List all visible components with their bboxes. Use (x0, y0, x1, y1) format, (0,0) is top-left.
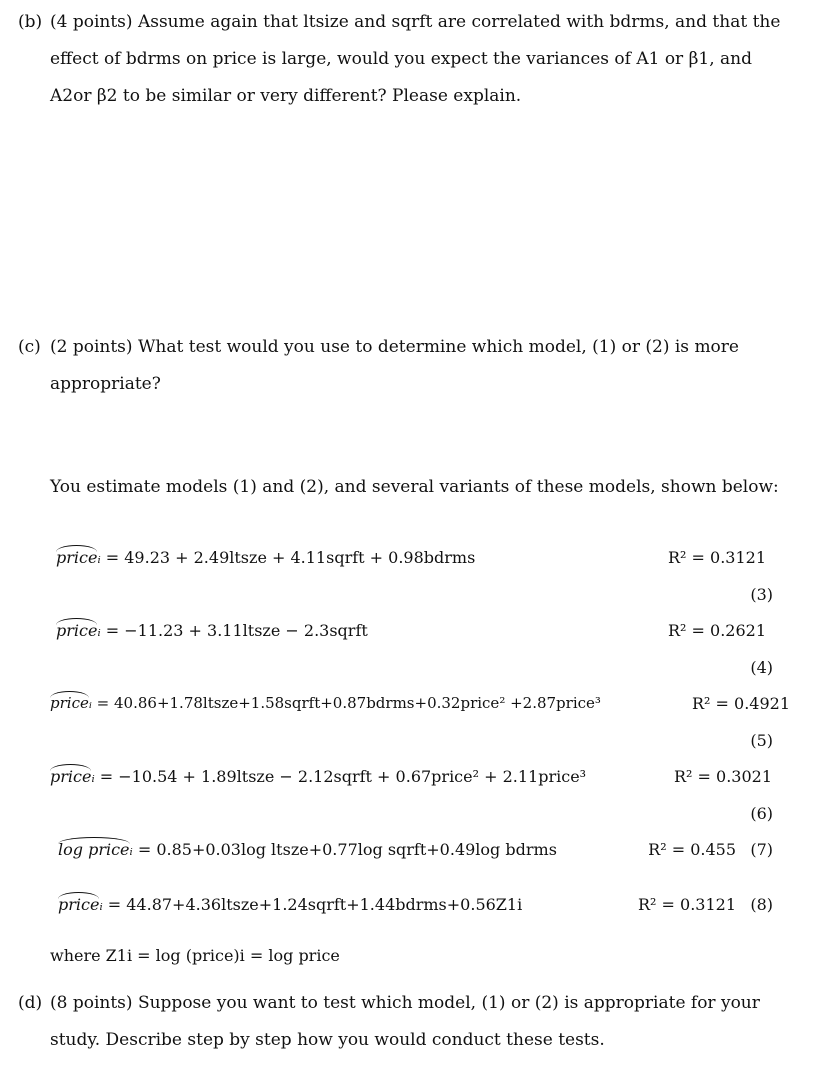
equation-7-rhs: = 0.85+0.03log ltsze+0.77log sqrft+0.49log bdrms (137, 840, 557, 859)
question-b (18, 4, 788, 115)
question-c (18, 329, 788, 403)
equation-8-r2: R² = 0.3121 (637, 895, 736, 914)
equation-8-rhs: = 44.87+4.36ltsze+1.24sqrft+1.44bdrms+0.56Z1i (107, 895, 523, 914)
equation-5: priceᵢ = 40.86+1.78ltsze+1.58sqrft+0.87bdrms+0.32price² +2.87price³ (50, 694, 601, 712)
question-c-body (50, 329, 788, 403)
equation-6-lhs: price (50, 767, 92, 786)
equation-8-lhs: price (58, 895, 100, 914)
question-b-label: (b) (18, 12, 43, 32)
equation-7-number: (7) (750, 840, 773, 859)
equation-3-number: (3) (750, 585, 773, 604)
equation-5-lhs: price (50, 694, 89, 712)
equation-6-r2: R² = 0.3021 (673, 767, 772, 786)
equation-3: priceᵢ = 49.23 + 2.49ltsze + 4.11sqrft + 0.98bdrms (56, 548, 476, 567)
equation-4-number: (4) (750, 658, 773, 677)
equation-3-rhs: = 49.23 + 2.49ltsze + 4.11sqrft + 0.98bdrms (105, 548, 476, 567)
question-b-body (50, 4, 788, 115)
equation-3-lhs: price (56, 548, 98, 567)
question-d-points: (8 points) (50, 993, 133, 1013)
equation-7-r2: R² = 0.455 (648, 840, 736, 859)
question-c-points: (2 points) (50, 337, 133, 357)
question-c-label: (c) (18, 337, 41, 357)
question-d-label: (d) (18, 993, 43, 1013)
question-d-text: Suppose you want to test which model, (1) or (2) is appropriate for your study. Describe step by step how you would conduct these tests. (50, 993, 760, 1050)
equation-6-rhs: = −10.54 + 1.89ltsze − 2.12sqrft + 0.67price² + 2.11price³ (99, 767, 587, 786)
equation-8-number: (8) (750, 895, 773, 914)
equation-3-r2: R² = 0.3121 (667, 548, 766, 567)
equation-6: priceᵢ = −10.54 + 1.89ltsze − 2.12sqrft + 0.67price² + 2.11price³ (50, 767, 587, 786)
equation-8: priceᵢ = 44.87+4.36ltsze+1.24sqrft+1.44bdrms+0.56Z1i (58, 895, 523, 914)
models-intro: You estimate models (1) and (2), and several variants of these models, shown below: (50, 477, 779, 497)
equation-7: log priceᵢ = 0.85+0.03log ltsze+0.77log sqrft+0.49log bdrms (58, 840, 557, 859)
equation-4-r2: R² = 0.2621 (667, 621, 766, 640)
question-c-text: What test would you use to determine which model, (1) or (2) is more appropriate? (50, 337, 739, 394)
equation-5-r2: R² = 0.4921 (691, 694, 790, 713)
equation-7-lhs: log price (58, 840, 130, 859)
equation-4: priceᵢ = −11.23 + 3.11ltsze − 2.3sqrft (56, 621, 368, 640)
question-b-text: Assume again that ltsize and sqrft are correlated with bdrms, and that the effect of bdrms on price is large, would you expect the variances of A1 or β1, and A2or β2 to be similar or very different? Please explain. (50, 12, 781, 106)
equation-6-number: (6) (750, 804, 773, 823)
equation-4-lhs: price (56, 621, 98, 640)
question-d-body (50, 985, 788, 1059)
where-definition: where Z1i = log (price)i = log price (50, 946, 340, 965)
equation-5-number: (5) (750, 731, 773, 750)
question-b-points: (4 points) (50, 12, 133, 32)
equation-5-rhs: = 40.86+1.78ltsze+1.58sqrft+0.87bdrms+0.32price² +2.87price³ (96, 694, 601, 712)
equation-4-rhs: = −11.23 + 3.11ltsze − 2.3sqrft (105, 621, 368, 640)
question-d (18, 985, 788, 1059)
